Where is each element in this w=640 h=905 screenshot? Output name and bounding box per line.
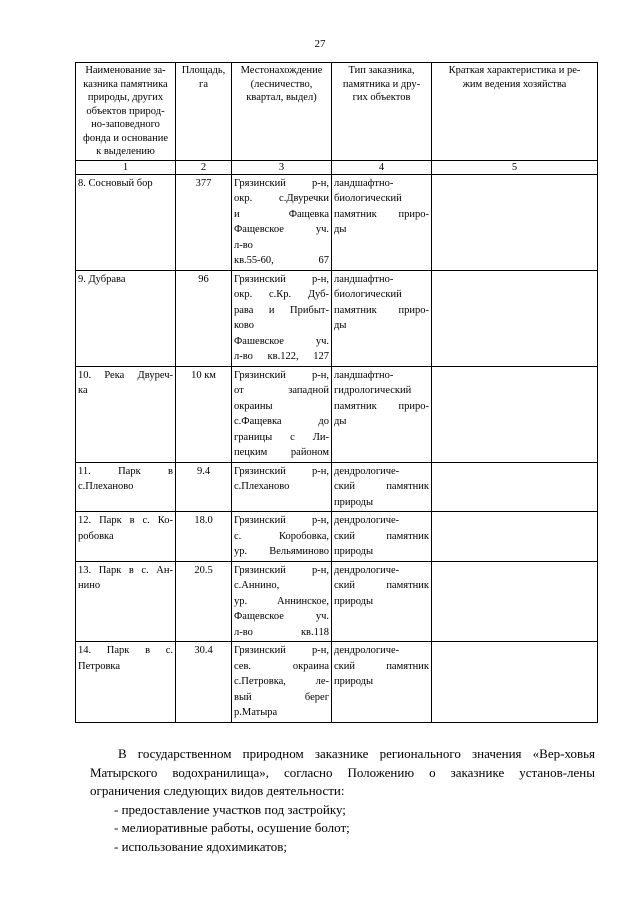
cell-name-line: ка xyxy=(78,385,88,396)
cell-name xyxy=(76,561,176,642)
cell-location-line: Грязинский р-н, xyxy=(234,515,329,526)
cell-type-line: ский памятник xyxy=(334,481,429,492)
table-row xyxy=(76,561,598,642)
cell-type-line: природы xyxy=(334,676,374,687)
cell-type xyxy=(332,270,432,366)
cell-type-line: ландшафтно- xyxy=(334,369,394,381)
cell-location-line: кв.55-60, 67 xyxy=(234,255,329,266)
column-number: 3 xyxy=(232,160,332,174)
cell-name xyxy=(76,174,176,270)
header-location xyxy=(232,63,332,161)
restrictions-list xyxy=(90,801,595,857)
header-name-line: но-заповедного xyxy=(91,119,160,130)
cell-location-line: с.Плеханово xyxy=(234,481,290,492)
header-description-line: Краткая характеристика и ре- xyxy=(448,65,581,76)
cell-type-line: ды xyxy=(334,320,347,331)
cell-location-line: Грязинский р-н, xyxy=(234,273,329,285)
cell-description xyxy=(432,270,598,366)
cell-location xyxy=(232,512,332,562)
cell-type-line: ды xyxy=(334,224,347,235)
cell-name-line: 9. Дубрава xyxy=(78,273,126,285)
cell-location-line: вый берег xyxy=(234,691,329,703)
restriction-item: - предоставление участков под застройку; xyxy=(114,801,346,817)
header-type-line: гих объектов xyxy=(352,92,411,103)
cell-type xyxy=(332,462,432,512)
cell-description xyxy=(432,366,598,462)
cell-name-line: робовка xyxy=(78,530,114,542)
cell-area: 30.4 xyxy=(176,642,232,723)
cell-name-line: 13. Парк в с. Ан- xyxy=(78,564,173,576)
cell-type-line: ский памятник xyxy=(334,580,429,591)
cell-description xyxy=(432,512,598,562)
table-row xyxy=(76,174,598,270)
cell-type-line: памятник приро- xyxy=(334,400,429,412)
table-header-row xyxy=(76,63,598,161)
restrictions-paragraph: В государственном природном заказнике регионального значения «Вер-ховья Матырского водохранилища», согласно Положению о заказнике установ-лены ограничения следующих видов деятельности: xyxy=(90,746,595,798)
cell-name-line: с.Плеханово xyxy=(78,481,134,492)
cell-type-line: дендрологиче- xyxy=(334,515,400,526)
cell-type xyxy=(332,366,432,462)
cell-location-line: от западной xyxy=(234,385,329,396)
cell-name xyxy=(76,270,176,366)
cell-location-line: с. Коробовка, xyxy=(234,530,329,542)
cell-name-line: 12. Парк в с. Ко- xyxy=(78,515,173,526)
cell-description xyxy=(432,642,598,723)
cell-name xyxy=(76,642,176,723)
cell-location-line: ково xyxy=(234,320,254,331)
header-description xyxy=(432,63,598,161)
cell-location xyxy=(232,270,332,366)
header-area xyxy=(176,63,232,161)
header-type xyxy=(332,63,432,161)
cell-type-line: ды xyxy=(334,416,347,427)
cell-name-line: 10. Река Двуреч- xyxy=(78,369,173,381)
cell-location xyxy=(232,462,332,512)
cell-location-line: с.Фащевка до xyxy=(234,416,329,427)
table-row xyxy=(76,462,598,512)
cell-area: 9.4 xyxy=(176,462,232,512)
cell-location xyxy=(232,366,332,462)
column-number: 5 xyxy=(432,160,598,174)
cell-location-line: р.Матыра xyxy=(234,707,278,718)
cell-name-line: 8. Сосновый бор xyxy=(78,177,153,189)
column-number: 4 xyxy=(332,160,432,174)
cell-name xyxy=(76,462,176,512)
cell-type-line: ландшафтно- xyxy=(334,177,394,189)
cell-location-line: окр. с.Двуречки xyxy=(234,193,329,204)
header-location-line: (лесничество, xyxy=(250,78,313,90)
cell-location-line: с.Аннино, xyxy=(234,580,280,591)
table-row xyxy=(76,512,598,562)
header-name-line: фонда и основание xyxy=(83,132,168,144)
cell-location-line: с.Петровка, ле- xyxy=(234,676,329,687)
header-location-line: квартал, выдел) xyxy=(246,92,317,103)
cell-location-line: ур. Вельяминово xyxy=(234,546,329,557)
cell-type-line: дендрологиче- xyxy=(334,645,400,656)
cell-location-line: сев. окраина xyxy=(234,660,329,672)
cell-location-line: Грязинский р-н, xyxy=(234,177,329,189)
restriction-item: - использование ядохимикатов; xyxy=(114,838,287,854)
cell-location-line: окр. с.Кр. Дуб- xyxy=(234,289,329,300)
cell-name-line: 14. Парк в с. xyxy=(78,645,173,656)
cell-location-line: рава и Прибыт- xyxy=(234,304,329,316)
cell-location-line: пецким районом xyxy=(234,447,329,458)
cell-location-line: границы с Ли- xyxy=(234,431,329,443)
cell-type xyxy=(332,561,432,642)
cell-type-line: дендрологиче- xyxy=(334,465,400,477)
header-location-line: Местонахождение xyxy=(240,65,323,76)
cell-location-line: л-во кв.122, 127 xyxy=(234,351,329,362)
cell-type-line: ландшафтно- xyxy=(334,273,394,285)
header-name-line: Наименование за- xyxy=(85,65,166,76)
cell-area: 377 xyxy=(176,174,232,270)
cell-area: 18.0 xyxy=(176,512,232,562)
cell-name-line: нино xyxy=(78,580,101,591)
cell-type-line: ский памятник xyxy=(334,530,429,542)
cell-location-line: Фащевское уч. xyxy=(234,611,329,622)
cell-description xyxy=(432,561,598,642)
cell-type xyxy=(332,642,432,723)
cell-name xyxy=(76,512,176,562)
restriction-item: - мелиоративные работы, осушение болот; xyxy=(114,820,350,835)
cell-name xyxy=(76,366,176,462)
page-number: 27 xyxy=(314,38,326,50)
cell-location-line: ур. Аннинское, xyxy=(234,595,329,607)
cell-location-line: Грязинский р-н, xyxy=(234,645,329,656)
cell-area: 20.5 xyxy=(176,561,232,642)
column-number-row xyxy=(76,160,598,174)
cell-location-line: окраины xyxy=(234,400,273,412)
cell-type-line: ский памятник xyxy=(334,660,429,672)
column-number: 2 xyxy=(176,160,232,174)
cell-location xyxy=(232,174,332,270)
cell-name-line: Петровка xyxy=(78,660,121,672)
cell-location xyxy=(232,561,332,642)
cell-description xyxy=(432,174,598,270)
header-name-line: казника памятника xyxy=(83,78,168,90)
header-area-line: Площадь, xyxy=(181,65,226,76)
cell-location-line: и Фащевка xyxy=(234,208,329,220)
cell-type xyxy=(332,512,432,562)
table-row xyxy=(76,366,598,462)
cell-type-line: биологический xyxy=(334,193,402,204)
header-name xyxy=(76,63,176,161)
cell-type xyxy=(332,174,432,270)
cell-location-line: Грязинский р-н, xyxy=(234,564,329,576)
cell-location-line: л-во кв.118 xyxy=(234,626,329,638)
cell-location-line: л-во xyxy=(234,239,253,251)
cell-location-line: Фащевское уч. xyxy=(234,224,329,235)
header-name-line: объектов природ- xyxy=(86,105,165,117)
cell-type-line: памятник приро- xyxy=(334,208,429,220)
header-area-line: га xyxy=(199,78,208,90)
header-type-line: памятника и дру- xyxy=(342,78,421,90)
header-name-line: к выделению xyxy=(96,146,155,157)
cell-location-line: Фашевское уч. xyxy=(234,335,329,347)
cell-type-line: гидрологический xyxy=(334,385,412,396)
protected-areas-table xyxy=(75,62,598,723)
header-description-line: жим ведения хозяйства xyxy=(462,78,567,90)
cell-type-line: природы xyxy=(334,546,374,557)
cell-area: 96 xyxy=(176,270,232,366)
column-number: 1 xyxy=(76,160,176,174)
header-type-line: Тип заказника, xyxy=(348,65,415,76)
cell-name-line: 11. Парк в xyxy=(78,465,173,477)
cell-type-line: памятник приро- xyxy=(334,304,429,316)
header-name-line: природы, других xyxy=(87,92,164,103)
body-text xyxy=(90,745,595,856)
table-row xyxy=(76,270,598,366)
cell-type-line: дендрологиче- xyxy=(334,564,400,576)
cell-location xyxy=(232,642,332,723)
cell-description xyxy=(432,462,598,512)
cell-type-line: природы xyxy=(334,595,374,607)
cell-area: 10 км xyxy=(176,366,232,462)
cell-location-line: Грязинский р-н, xyxy=(234,465,329,477)
cell-type-line: природы xyxy=(334,496,374,508)
cell-location-line: Грязинский р-н, xyxy=(234,369,329,381)
table-row xyxy=(76,642,598,723)
cell-type-line: биологический xyxy=(334,289,402,300)
